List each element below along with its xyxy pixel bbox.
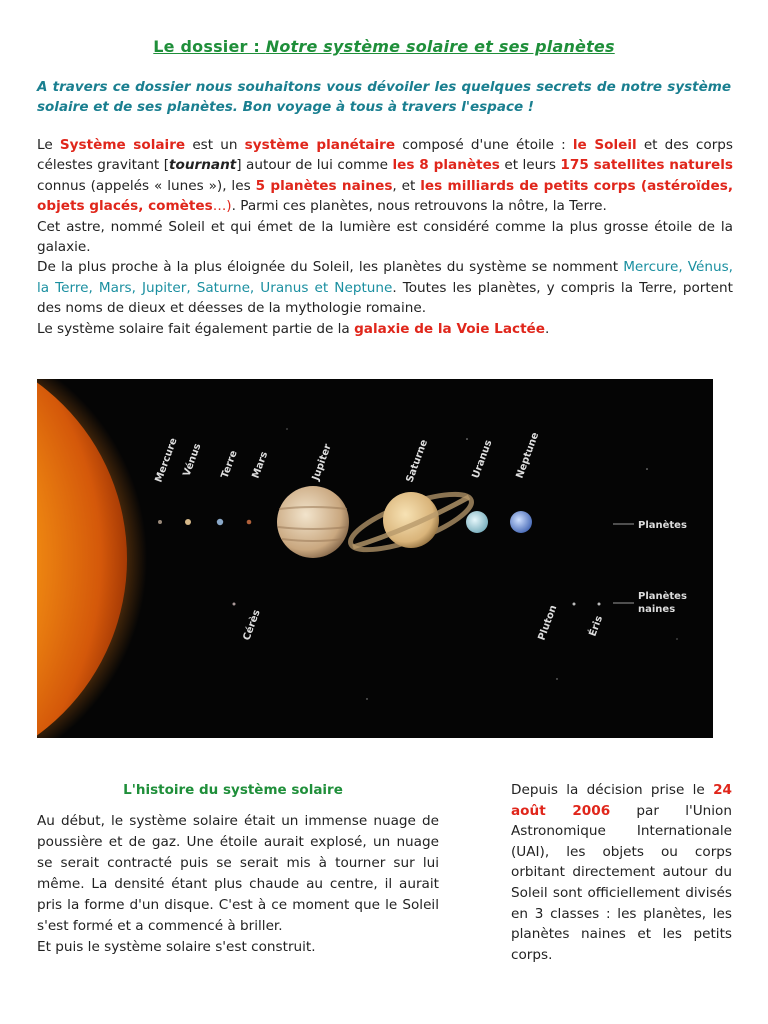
highlight: …) (212, 198, 232, 215)
classes-paragraph (511, 780, 732, 965)
text: et leurs (499, 157, 561, 174)
label-terre: Terre (219, 449, 240, 481)
highlight: 175 satellites naturels (560, 157, 733, 174)
text: . (545, 320, 550, 337)
paragraph-2: Cet astre, nommé Soleil et qui émet de la lumière est considéré comme la plus grosse étoile de la galaxie. (37, 218, 733, 256)
mercury-planet (158, 520, 162, 524)
paragraph-4 (37, 319, 733, 339)
solar-system-illustration (37, 379, 713, 738)
sun (37, 379, 127, 738)
paragraph-1 (37, 135, 733, 217)
history-column (37, 780, 439, 958)
text: par l'Union Astronomique Internationale (UAI), les objets ou corps orbitant directement autour du Soleil sont officiellement divisés en 3 classes : les planètes, les planètes naines et les petits corps. (511, 802, 732, 963)
text: . Toutes les planètes, y compris la Terre, portent des noms de dieux et déesses de la mythologie romaine. (37, 279, 733, 317)
label-uranus: Uranus (470, 438, 495, 481)
label-jupiter: Jupiter (310, 442, 334, 483)
venus-planet (185, 519, 191, 525)
label-saturne: Saturne (404, 438, 431, 485)
intro-paragraph: A travers ce dossier nous souhaitons vous dévoiler les quelques secrets de notre système solaire et de ses planètes. Bon voyage à tous à travers l'espace ! (37, 79, 731, 115)
highlight: astéroïdes, objets glacés, comètes (37, 177, 733, 215)
legend-planetes-naines-1: Planètes (638, 591, 687, 602)
jupiter-planet (277, 486, 349, 558)
history-paragraph-1: Au début, le système solaire était un immense nuage de poussière et de gaz. Une étoile aurait explosé, un nuage se serait contracté puis se serait mis à tourner sur lui même. La densité étant plus chaude au centre, il aurait pris la forme d'un disque. C'est à ce moment que le Soleil s'est formé et a commencé à briller. (37, 813, 439, 934)
label-mercure: Mercure (153, 436, 180, 485)
label-pluton: Pluton (536, 603, 560, 643)
text: Le (37, 137, 60, 153)
label-eris: Éris (587, 614, 606, 639)
text: Le système solaire fait également partie de la (37, 320, 355, 337)
date-highlight: 24 août 2006 (511, 782, 732, 819)
text: Depuis la décision prise le (511, 782, 714, 798)
text: et des corps célestes gravitant [ (37, 137, 734, 174)
text: ] autour de lui comme (236, 157, 393, 174)
text: est un (185, 137, 245, 153)
title-italic: Notre système solaire et ses planètes (265, 37, 615, 56)
label-ceres: Cérès (241, 608, 263, 643)
legend-planetes: Planètes (638, 520, 687, 531)
highlight: 5 planètes naines (255, 177, 393, 194)
label-neptune: Neptune (514, 431, 542, 481)
label-venus: Vénus (181, 442, 204, 479)
uranus-planet (466, 511, 488, 533)
mars-planet (247, 520, 252, 525)
paragraph-3 (37, 257, 733, 318)
planet-list: Mercure, Vénus, la Terre, Mars, Jupiter, Saturne, Uranus et Neptune (37, 259, 734, 296)
text: composé d'une étoile : (395, 137, 573, 153)
main-text (37, 135, 733, 339)
text: . Parmi ces planètes, nous retrouvons la nôtre, la Terre. (231, 198, 607, 215)
label-mars: Mars (250, 450, 271, 481)
text: , et (392, 177, 421, 194)
emphasis: tournant (169, 157, 237, 174)
ceres-dwarf (233, 603, 236, 606)
highlight: les 8 planètes (392, 157, 500, 174)
highlight: les milliards de petits corps (420, 177, 636, 194)
earth-planet (217, 519, 223, 525)
classes-column (511, 780, 732, 965)
text: De la plus proche à la plus éloignée du Soleil, les planètes du système se nomment (37, 259, 624, 276)
highlight: système planétaire (244, 137, 396, 153)
highlight: le Soleil (572, 137, 637, 153)
solar-system-image (37, 379, 713, 738)
history-heading: L'histoire du système solaire (123, 782, 343, 798)
text: connus (appelés « lunes »), les (37, 177, 256, 194)
highlight: galaxie de la Voie Lactée (354, 320, 546, 337)
text: ( (635, 177, 648, 194)
neptune-planet (510, 511, 532, 533)
legend-planetes-naines-2: naines (638, 604, 676, 615)
eris-dwarf (598, 603, 601, 606)
saturn-planet (383, 492, 439, 548)
document-title (0, 37, 768, 56)
pluto-dwarf (573, 603, 576, 606)
title-prefix: Le dossier : (153, 37, 266, 56)
history-paragraph-2: Et puis le système solaire s'est construit. (37, 939, 316, 955)
highlight: Système solaire (59, 137, 186, 153)
